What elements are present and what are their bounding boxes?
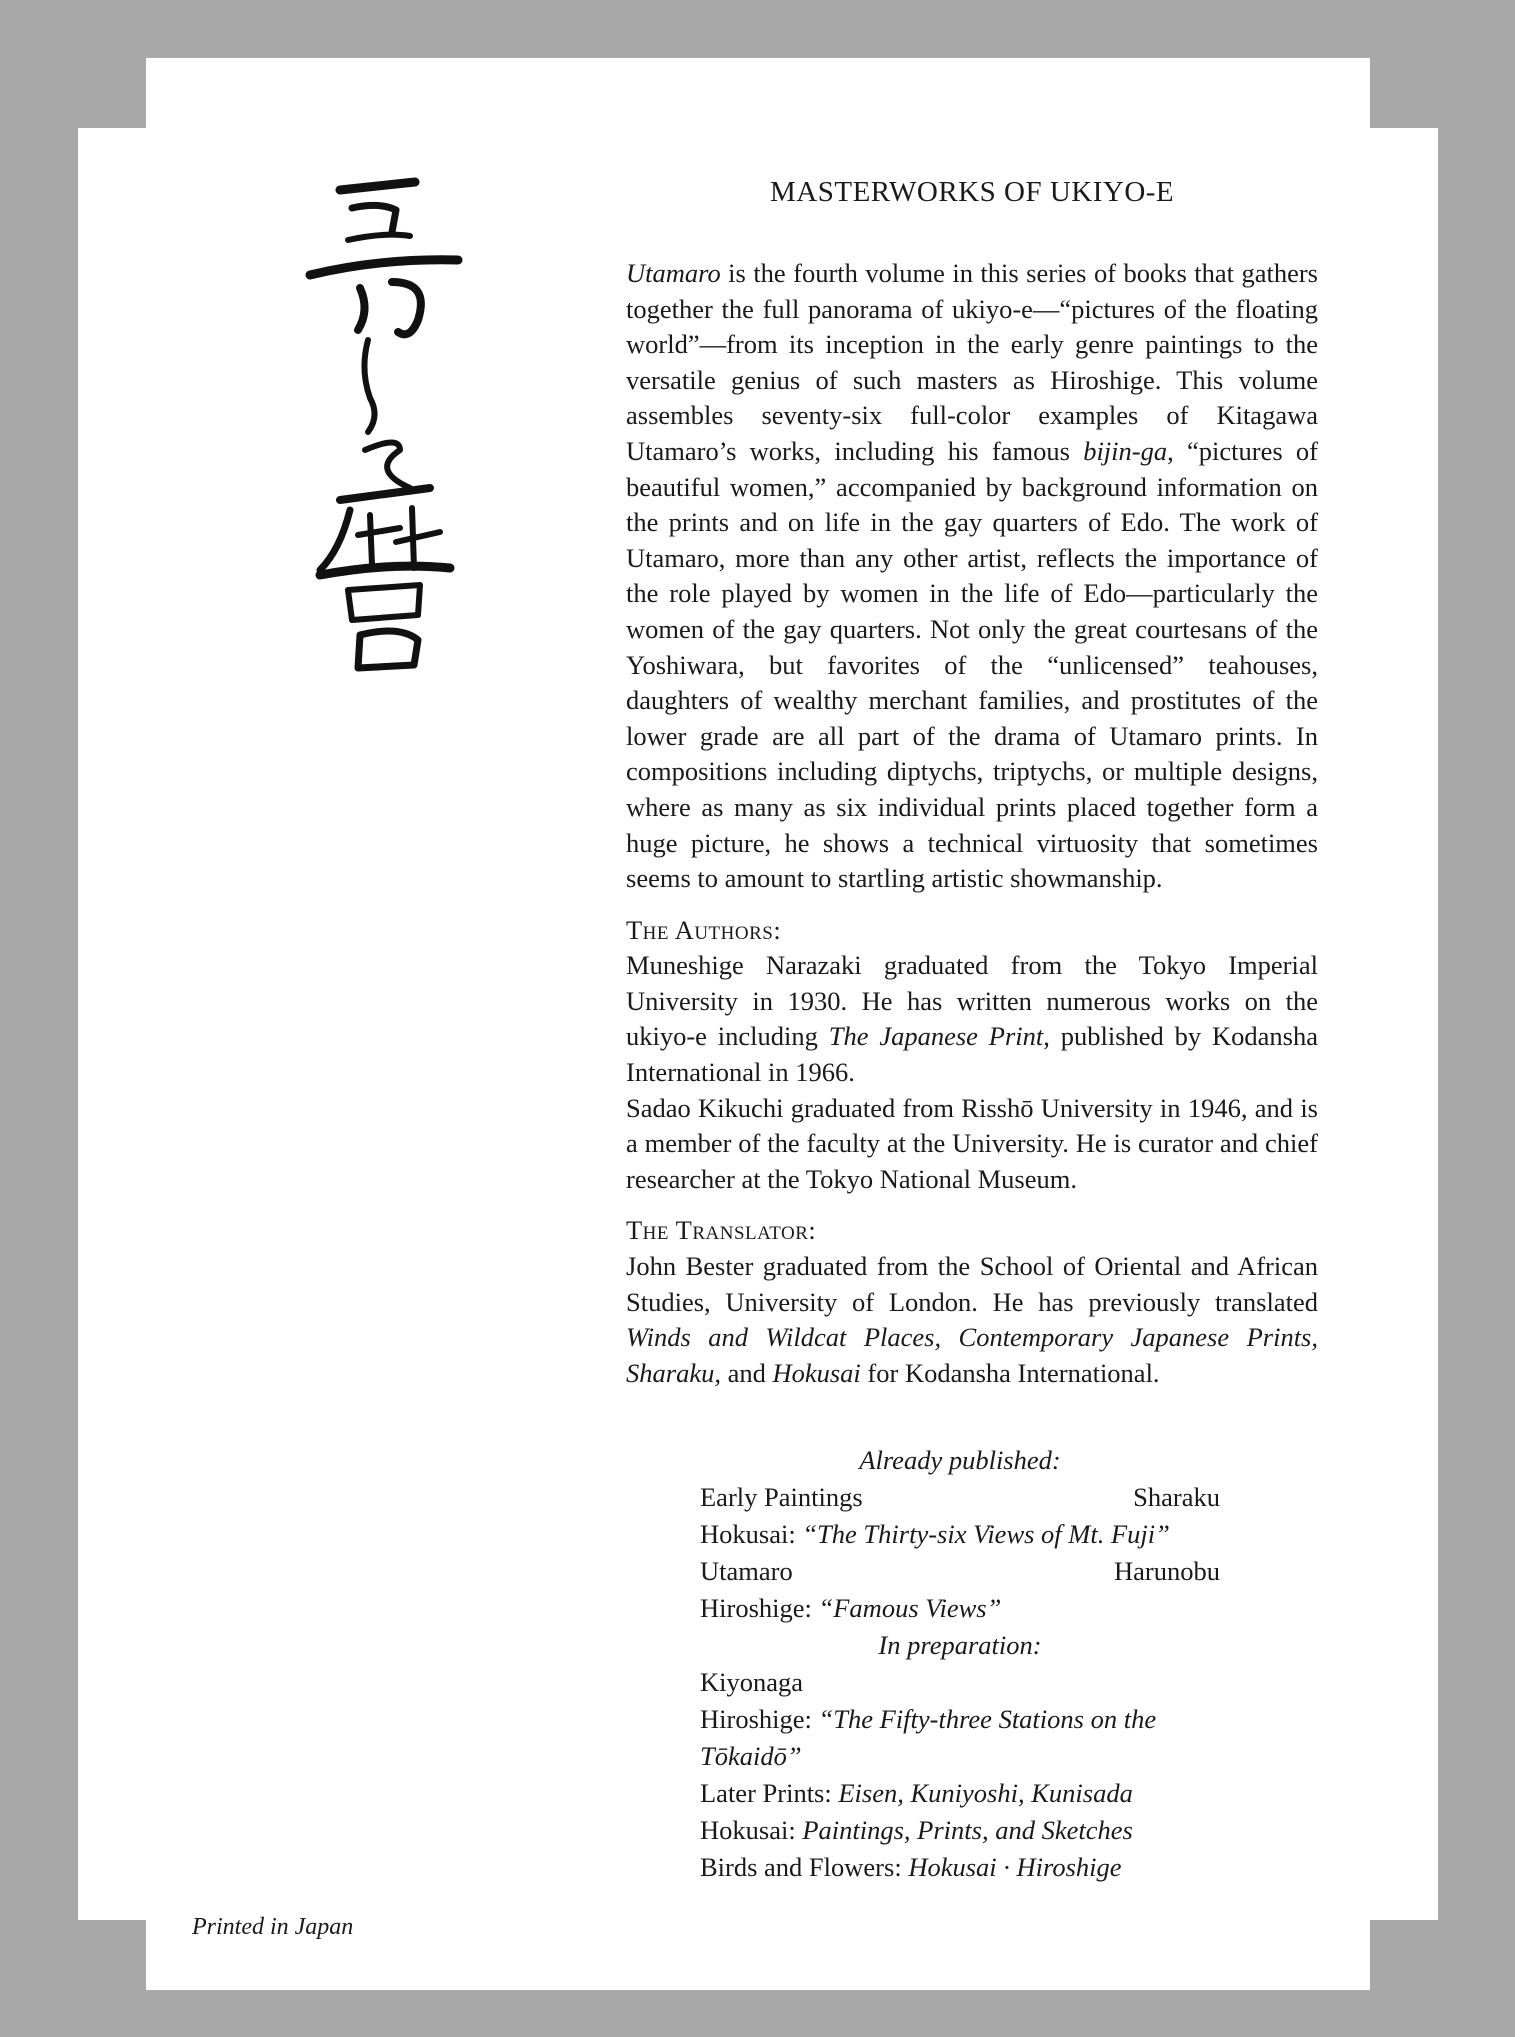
- list-item: [700, 1812, 1220, 1849]
- list-item: [700, 1775, 1220, 1812]
- list-item-title: Paintings, Prints, and Sketches: [802, 1815, 1133, 1845]
- list-item-prefix: Hiroshige:: [700, 1593, 819, 1623]
- list-item: [700, 1849, 1220, 1886]
- list-item-prefix: Kiyonaga: [700, 1667, 804, 1697]
- intro-text-2: , “pictures of beautiful women,” accompanied by background information on the prints and on life in the gay quarters of Edo. The work of Utamaro, more than any other artist, reflects the importance of the role played by women in the life of Edo—particularly the women of the gay quarters. Not only the great courtesans of the Yoshiwara, but favorites of the “unlicensed” teahouses, daughters of wealthy merchant families, and prostitutes of the lower grade are all part of the drama of Utamaro prints. In compositions including diptychs, triptychs, or multiple designs, where as many as six individual prints placed together form a huge picture, he shows a technical virtuosity that sometimes seems to amount to startling artistic showmanship.: [626, 435, 1318, 894]
- list-item: [700, 1553, 1220, 1590]
- list-item: [700, 1664, 1220, 1701]
- author-kikuchi: Sadao Kikuchi graduated from Risshō University in 1946, and is a member of the faculty at the University. He is curator and chief researcher at the Tokyo National Museum.: [626, 1092, 1318, 1194]
- series-list: [700, 1442, 1220, 1886]
- intro-paragraph: [626, 256, 1318, 897]
- author-narazaki: [626, 948, 1318, 1090]
- series-title: MASTERWORKS OF UKIYO-E: [770, 176, 1175, 208]
- translator-c: for Kodansha International.: [860, 1357, 1160, 1388]
- list-item-title: Eisen, Kuniyoshi, Kunisada: [838, 1778, 1133, 1808]
- translator-italic-1: Winds and Wildcat Places, Contemporary Japanese Prints, Sharaku,: [626, 1322, 1318, 1388]
- list-item: [700, 1516, 1220, 1553]
- author-1-b: , published by Kodansha International in 1966.: [626, 1021, 1318, 1088]
- list-item-utamaro: Utamaro: [700, 1556, 793, 1586]
- list-item-prefix: Later Prints:: [700, 1778, 839, 1808]
- translator-italic-2: Hokusai: [772, 1357, 861, 1388]
- printed-in-japan: Printed in Japan: [192, 1914, 354, 1940]
- translator-a: John Bester graduated from the School of Oriental and African Studies, University of London. He has previously translated: [626, 1251, 1318, 1317]
- authors-heading: The Authors:: [626, 914, 782, 945]
- list-item-prefix: Hokusai:: [700, 1519, 803, 1549]
- intro-italic-lead: Utamaro: [626, 258, 721, 288]
- translator-heading: The Translator:: [626, 1215, 817, 1246]
- in-preparation-heading: In preparation:: [878, 1630, 1042, 1660]
- author-1-a: Muneshige Narazaki graduated from the Tokyo Imperial University in 1930. He has written numerous works on the ukiyo-e including: [626, 950, 1318, 1052]
- calligraphy-signature: [300, 170, 470, 680]
- list-item-title: “The Thirty-six Views of Mt. Fuji”: [802, 1519, 1170, 1549]
- intro-italic-term: bijin-ga: [1083, 435, 1168, 466]
- translator-bester: [626, 1249, 1318, 1391]
- description-body: [626, 256, 1318, 1391]
- intro-text-1: is the fourth volume in this series of books that gathers together the full panorama of ukiyo-e—“pictures of the floating world”—from its inception in the early genre paintings to the versatile genius of such masters as Hiroshige. This volume assembles seventy-six full-color examples of Kitagawa Utamaro’s works, including his famous: [626, 258, 1318, 466]
- author-1-italic: The Japanese Print: [828, 1021, 1044, 1052]
- list-item-early-paintings: Early Paintings: [700, 1482, 863, 1512]
- list-item-prefix: Hokusai:: [700, 1815, 803, 1845]
- list-item: [700, 1701, 1220, 1775]
- list-item-prefix: Hiroshige:: [700, 1704, 819, 1734]
- list-item: [700, 1479, 1220, 1516]
- list-item-title: “The Fifty-three Stations on the Tōkaidō”: [700, 1704, 1157, 1771]
- list-item-sharaku: Sharaku: [1133, 1482, 1220, 1512]
- list-item-harunobu: Harunobu: [1114, 1556, 1220, 1586]
- list-item: [700, 1590, 1220, 1627]
- list-item-title: Hokusai · Hiroshige: [908, 1852, 1122, 1882]
- list-item-title: “Famous Views”: [818, 1593, 1002, 1623]
- translator-b: and: [720, 1357, 773, 1388]
- list-item-prefix: Birds and Flowers:: [700, 1852, 909, 1882]
- already-published-heading: Already published:: [859, 1445, 1061, 1475]
